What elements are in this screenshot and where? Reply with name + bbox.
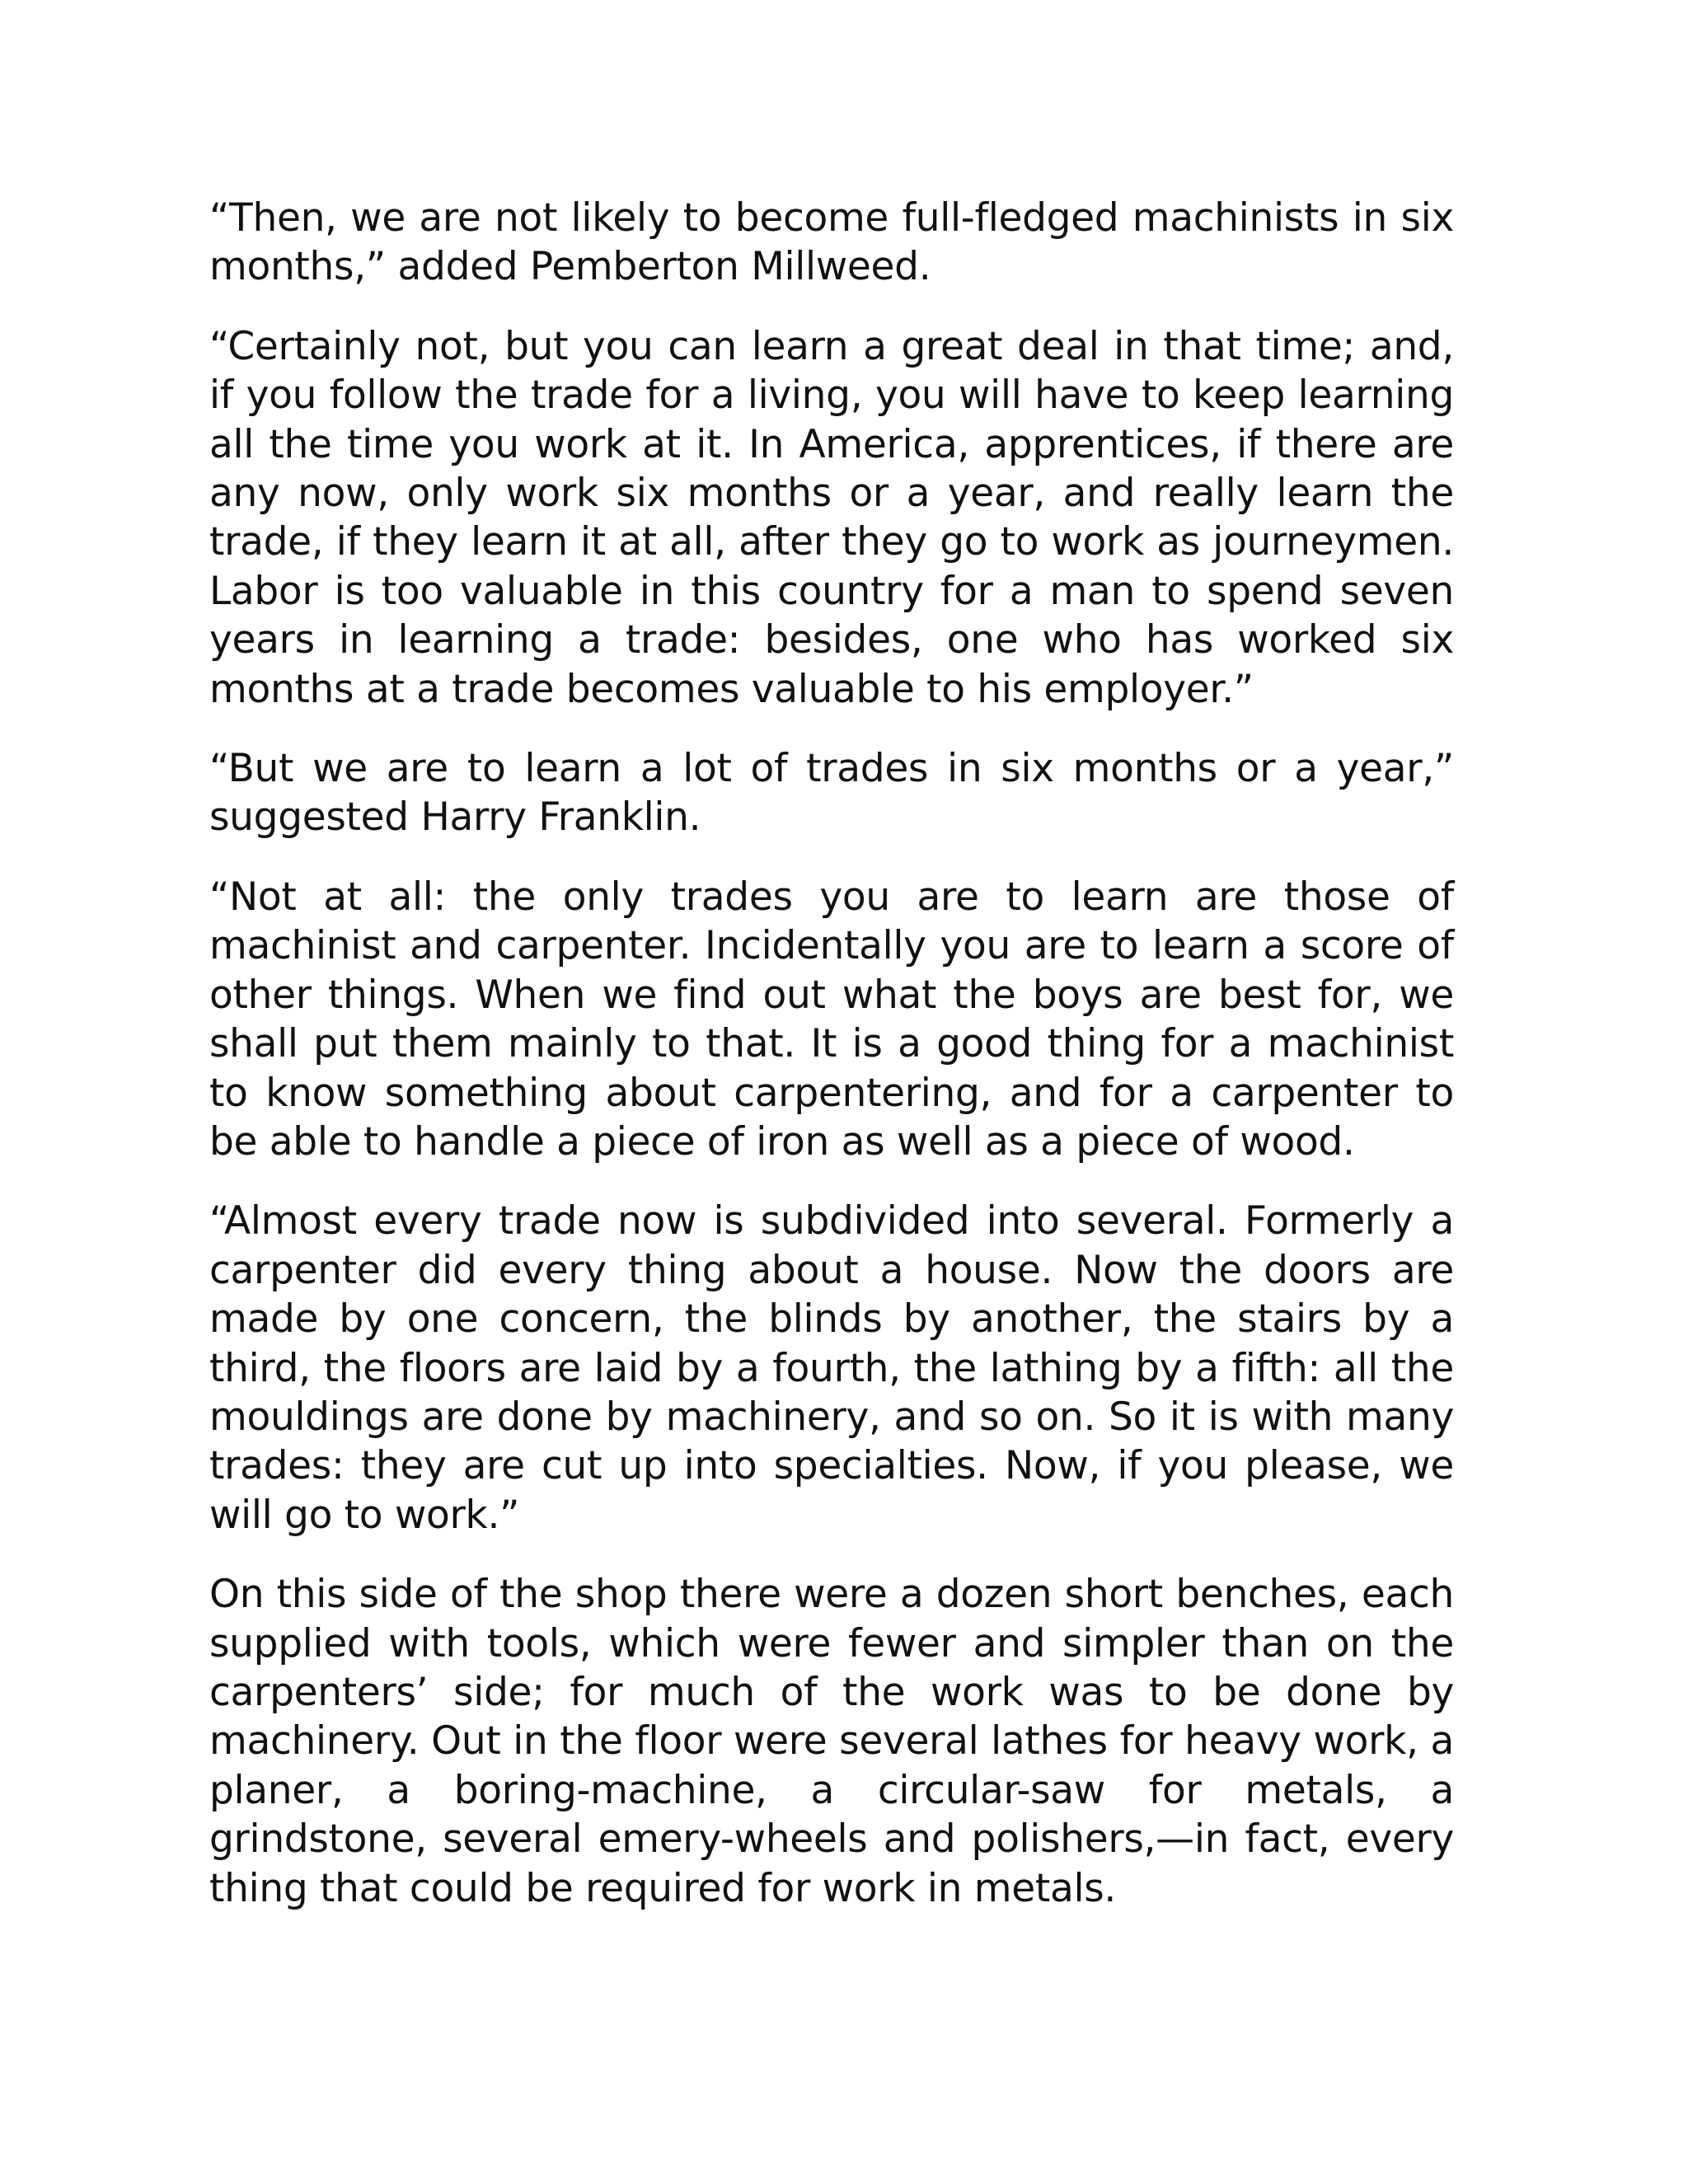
- paragraph: On this side of the shop there were a dozen short benches, each supplied with tools, which were fewer and simpler than on the carpenters’ side; for much of the work was to be done by machinery. Out in the floor were several lathes for heavy work, a planer, a boring-machine, a circular-saw for metals, a grindstone, several emery-wheels and polishers,—in fact, every thing that could be required for work in metals.: [209, 1572, 1454, 1911]
- paragraph: “Certainly not, but you can learn a great deal in that time; and, if you follow the trade for a living, you will have to keep learning all the time you work at it. In America, apprentices, if there are any now, only work six months or a year, and really learn the trade, if they learn it at all, after they go to work as journeymen. Labor is too valuable in this country for a man to spend seven years in learning a trade: besides, one who has worked six months at a trade becomes valuable to his employer.”: [209, 323, 1454, 712]
- paragraph: “Not at all: the only trades you are to learn are those of machinist and carpenter. Incidentally you are to learn a score of other things. When we find out what the boys are best for, we shall put them mainly to that. It is a good thing for a machinist to know something about carpentering, and for a carpenter to be able to handle a piece of iron as well as a piece of wood.: [209, 874, 1454, 1165]
- paragraph: “Almost every trade now is subdivided into several. Formerly a carpenter did every thing about a house. Now the doors are made by one concern, the blinds by another, the stairs by a third, the floors are laid by a fourth, the lathing by a fifth: all the mouldings are done by machinery, and so on. So it is with many trades: they are cut up into specialties. Now, if you please, we will go to work.”: [209, 1198, 1454, 1538]
- paragraph: “But we are to learn a lot of trades in six months or a year,” suggested Harry Franklin.: [209, 746, 1454, 841]
- body-text: [209, 194, 1454, 1943]
- paragraph: “Then, we are not likely to become full-fledged machinists in six months,” added Pemberton Millweed.: [209, 195, 1454, 290]
